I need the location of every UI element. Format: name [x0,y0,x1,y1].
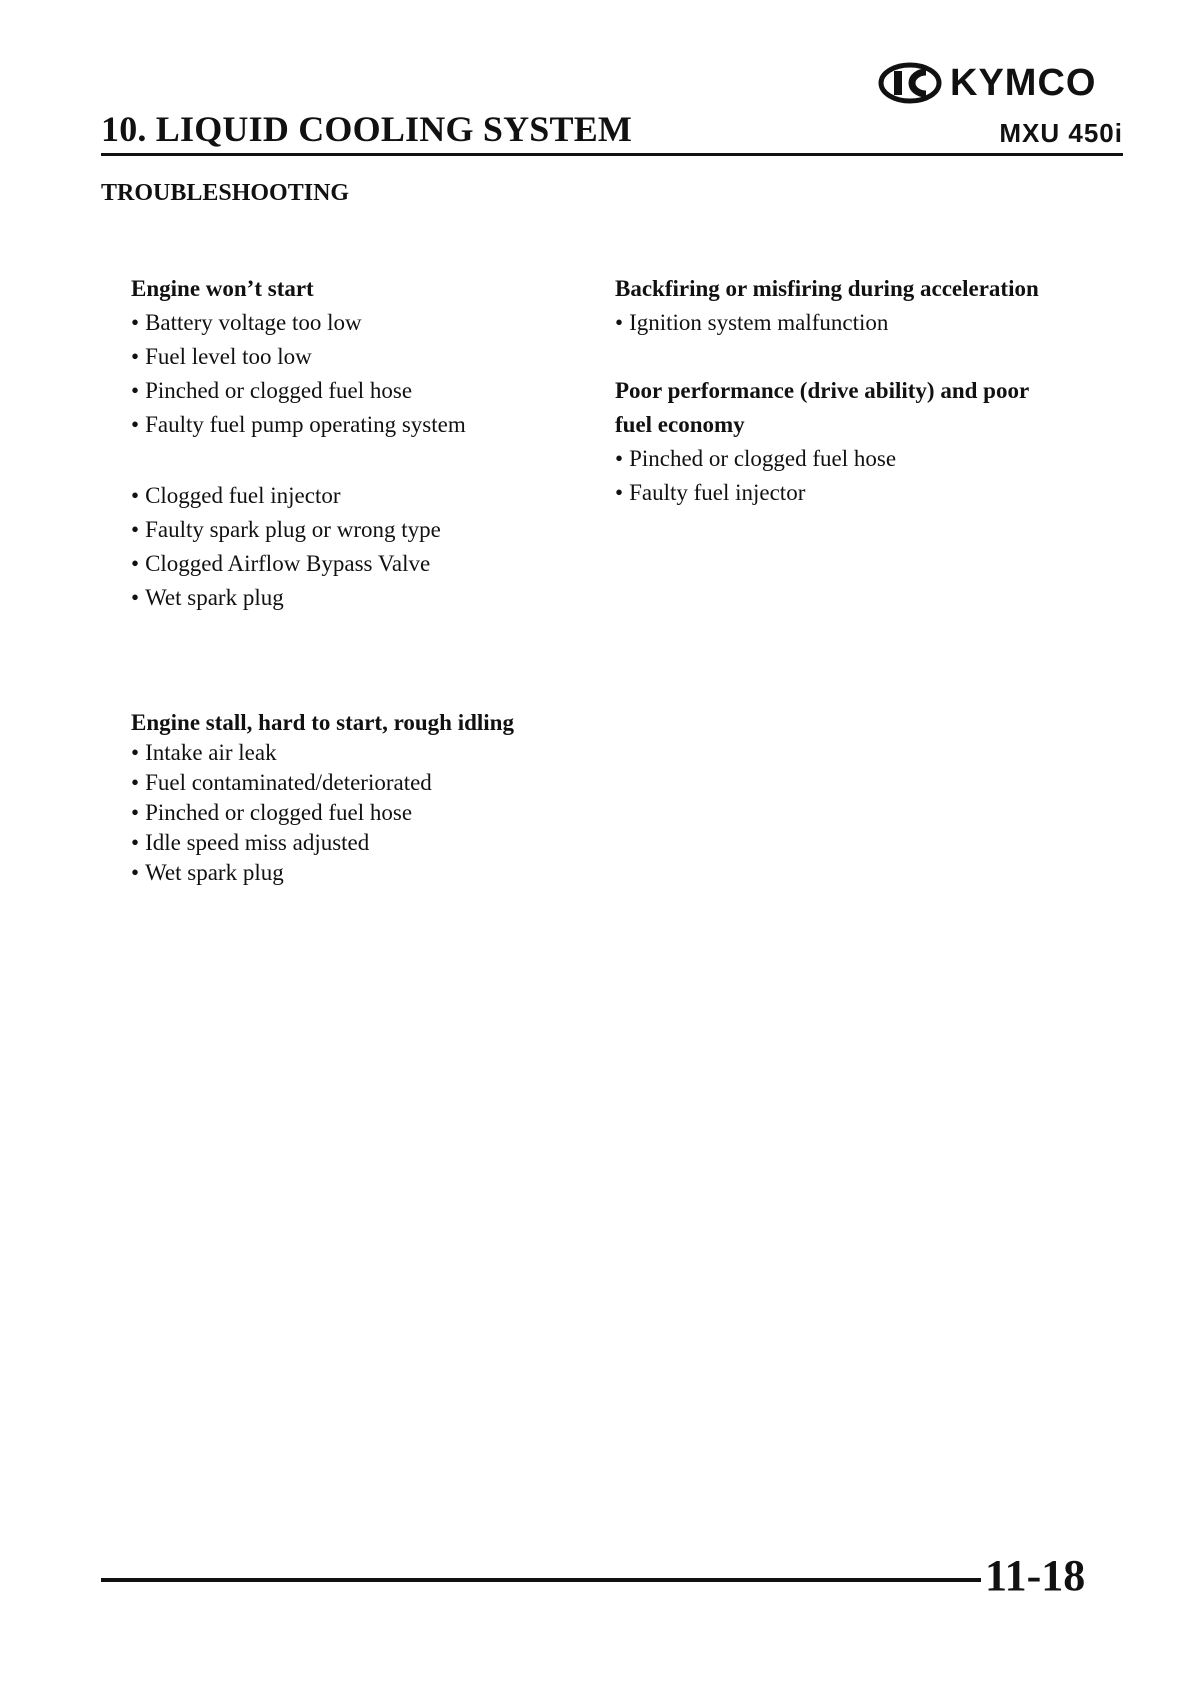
chapter-title: 10. LIQUID COOLING SYSTEM [101,109,633,149]
list-item: • Faulty fuel injector [615,476,1029,510]
list-item: • Fuel contaminated/deteriorated [131,768,514,798]
brand-name: KYMCO [950,61,1097,104]
list-item: • Faulty spark plug or wrong type [131,513,441,547]
list-item: • Fuel level too low [131,340,466,374]
engine-wont-start-group [131,272,466,442]
list-item: • Faulty fuel pump operating system [131,408,466,442]
backfiring-group [615,272,1039,340]
engine-stall-group [131,708,514,888]
list-item: • Clogged fuel injector [131,479,441,513]
group-heading-continued: fuel economy [615,412,745,437]
footer-divider [101,1578,981,1582]
list-item: • Wet spark plug [131,858,514,888]
list-item: • Wet spark plug [131,581,441,615]
list-item: • Pinched or clogged fuel hose [131,374,466,408]
list-item: • Intake air leak [131,738,514,768]
model-name: MXU 450i [999,118,1123,148]
list-item: • Ignition system malfunction [615,306,1039,340]
page-number: 11-18 [985,1551,1086,1600]
group-heading: Engine stall, hard to start, rough idling [131,710,514,735]
kymco-emblem-icon [878,62,942,104]
group-heading: Backfiring or misfiring during acceleration [615,276,1039,301]
list-item: • Battery voltage too low [131,306,466,340]
engine-wont-start-group-continued [131,479,441,615]
group-heading: Poor performance (drive ability) and poor [615,378,1030,403]
poor-performance-group [615,374,1029,510]
header-divider [101,153,1123,156]
list-item: • Clogged Airflow Bypass Valve [131,547,441,581]
list-item: • Pinched or clogged fuel hose [131,798,514,828]
kymco-logo [878,60,1096,106]
list-item: • Pinched or clogged fuel hose [615,442,1029,476]
list-item: • Idle speed miss adjusted [131,828,514,858]
group-heading: Engine won’t start [131,276,314,301]
section-title: TROUBLESHOOTING [101,180,350,206]
